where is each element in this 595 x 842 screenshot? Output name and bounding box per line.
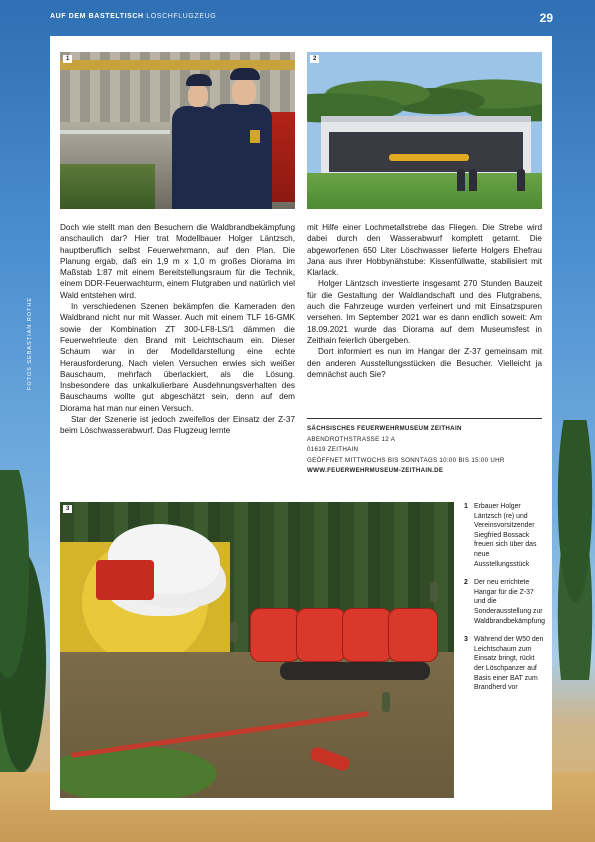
fire-truck-model <box>96 560 154 600</box>
paragraph: Star der Szenerie ist jedoch zweifellos der Einsatz der Z-37 beim Löschwasserabwurf. Das Flugzeug lernte <box>60 415 295 436</box>
photo-number: 3 <box>63 505 72 513</box>
running-head-topic: LÖSCHFLUGZEUG <box>146 13 217 20</box>
caption-text: Der neu errichtete Hangar für die Z-37 und die Sonderausstellung zur Waldbrandbekämpfung <box>474 579 545 625</box>
paragraph: mit Hilfe einer Lochmetallstrebe das Fliegen. Die Strebe wird dabei durch den Wasserabwurf komplett getarnt. Die abgeworfenen 650 Liter Löschwasser lieferte Holgers Ehefrau Jana aus ihrer Hobbynähstube: Kissenfüllwatte, stabilisiert mit Klarlack. <box>307 223 542 278</box>
museum-info-box <box>307 418 542 477</box>
hangar-building <box>321 116 531 180</box>
paragraph: Doch wie stellt man den Besuchern die Waldbrandbekämpfung anschaulich dar? Hier trat Modellbauer Holger Läntzsch, hauptberuflich selbst Feuerwehrmann, auf den Plan. Die Planung ergab, daß ein 1,9 m x 1,0 m großes Diorama im Maßstab 1:87 mit einem Bereitstellungsraum für die Technik, einem DDR-Feuerwachturm, einem Flutgraben und natürlich viel Wald entstehen wird. <box>60 223 295 300</box>
caption <box>464 578 544 626</box>
article-page <box>50 36 552 810</box>
museum-hours: GEÖFFNET MITTWOCHS BIS SONNTAGS 10:00 BIS 15:00 UHR <box>307 456 505 464</box>
photo-number: 1 <box>63 55 72 63</box>
figure-man-right <box>210 68 272 209</box>
airplane-icon <box>389 154 469 161</box>
photo-captions <box>464 502 544 702</box>
photo-firefighters <box>60 52 295 209</box>
background-tree-left <box>0 470 50 790</box>
photo-credit: FOTOS SEBASTIAN ROTHE <box>27 296 33 390</box>
caption-number: 3 <box>464 636 468 644</box>
badge-icon <box>250 130 260 143</box>
paragraph: Dort informiert es nun im Hangar der Z-37 gemeinsam mit den anderen Ausstellungsstücken die Besucher. Vielleicht ja demnächst auch Sie? <box>307 347 542 379</box>
caption-text: Während der W50 den Leichtschaum zum Einsatz bringt, rückt der Löschpanzer auf Basis einer BAT zum Brandherd vor <box>474 636 544 692</box>
running-head <box>50 13 216 20</box>
museum-street: ABENDROTHSTRASSE 12 A <box>307 435 396 443</box>
running-head-section: AUF DEM BASTELTISCH <box>50 13 144 20</box>
museum-city: 01619 ZEITHAIN <box>307 446 359 454</box>
background-tree-right <box>545 420 595 680</box>
photo-number: 2 <box>310 55 319 63</box>
caption-number: 2 <box>464 579 468 587</box>
photo-diorama <box>60 502 454 798</box>
caption <box>464 635 544 693</box>
caption-text: Erbauer Holger Läntzsch (re) und Vereinsvorsitzender Siegfried Bossack freuen sich über das neue Ausstellungsstück <box>474 503 537 568</box>
page-number: 29 <box>539 11 553 25</box>
paragraph: In verschiedenen Szenen bekämpfen die Kameraden den Waldbrand nicht nur mit Wasser. Auch mit einem TLF 16-GMK sowie der Kombination ZT 300-LF8-LS/1 dämmen die Feuerwehrleute den Brand mit Leichtschaum ein. Dieser Schaum war in der Modelldarstellung eine echte Herausforderung. Nach vielen Versuchen erwies sich weißer Bauschaum, mehrfach überlackiert, als die Lösung. Insbesondere das unkalkulierbare Ausdehnungsverhalten des Bauschaums wollte gut abgeschätzt sein, denn auf dem Diorama hat man nur einen Versuch. <box>60 302 295 413</box>
museum-name: SÄCHSISCHES FEUERWEHRMUSEUM ZEITHAIN <box>307 425 462 432</box>
caption-number: 1 <box>464 503 468 510</box>
text-column-right <box>307 222 542 380</box>
paragraph: Holger Läntzsch investierte insgesamt 270 Stunden Bauzeit für die Gestaltung der Waldlandschaft und des Flutgrabens, auch die Fahrzeuge wurden verfeinert und mit Einsatzspuren versehen. Im September 2021 war es dann endlich soweit: Am 18.09.2021 wurde das Diorama auf dem Museumsfest in Zeithain feierlich übergeben. <box>307 279 542 345</box>
text-column-left <box>60 222 295 437</box>
caption <box>464 502 544 569</box>
museum-website-link[interactable]: WWW.FEUERWEHRMUSEUM-ZEITHAIN.DE <box>307 467 444 475</box>
photo-hangar <box>307 52 542 209</box>
